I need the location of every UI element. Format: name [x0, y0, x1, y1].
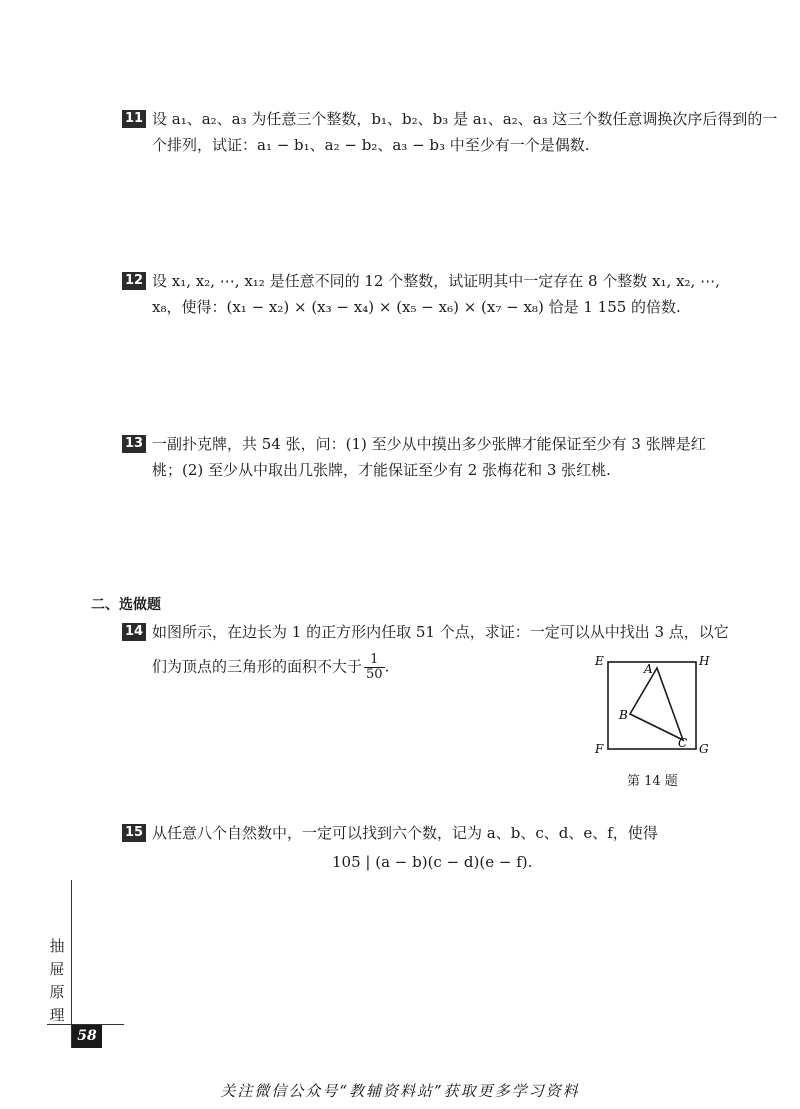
fraction-denominator: 50	[366, 667, 383, 682]
problem-text-line: 如图所示，在边长为 1 的正方形内任取 51 个点，求证：一定可以从中找出 3 点，以它	[152, 623, 729, 641]
triangle	[630, 668, 683, 740]
chapter-char: 屉	[49, 960, 65, 978]
problem-number: 13	[122, 435, 146, 453]
label-A: A	[644, 662, 653, 676]
problem-text-prefix: 们为顶点的三角形的面积不大于	[152, 657, 363, 676]
section-title: 二、选做题	[91, 597, 161, 613]
label-F: F	[595, 742, 604, 756]
problem-text-line: x₈，使得：(x₁ − x₂) × (x₃ − x₄) × (x₅ − x₆) × (x₇ − x₈) 恰是 1 155 的倍数.	[152, 298, 681, 316]
problem-text-line: 一副扑克牌，共 54 张，问：(1) 至少从中摸出多少张牌才能保证至少有 3 张牌是红	[152, 435, 706, 453]
chapter-char: 原	[49, 983, 65, 1001]
label-B: B	[619, 708, 628, 722]
label-H: H	[699, 654, 710, 668]
problem-text-line: 从任意八个自然数中，一定可以找到六个数，记为 a、b、c、d、e、f，使得	[152, 824, 658, 842]
equation: 105 | (a − b)(c − d)(e − f).	[332, 853, 533, 871]
watermark-text: 关注微信公众号“教辅资料站”获取更多学习资料	[220, 1082, 580, 1100]
problem-number: 14	[122, 623, 146, 641]
fraction-numerator: 1	[364, 653, 385, 668]
label-E: E	[595, 654, 604, 668]
fraction	[364, 653, 385, 682]
problem-text-line: 桃；(2) 至少从中取出几张牌，才能保证至少有 2 张梅花和 3 张红桃.	[152, 461, 611, 479]
problem-text-line: 设 a₁、a₂、a₃ 为任意三个整数，b₁、b₂、b₃ 是 a₁、a₂、a₃ 这三个数任意调换次序后得到的一	[152, 110, 778, 128]
margin-vertical-rule	[71, 880, 72, 1048]
problem-number: 11	[122, 110, 146, 128]
problem-number: 15	[122, 824, 146, 842]
square-triangle-figure	[592, 652, 712, 762]
problem-number: 12	[122, 272, 146, 290]
problem-text-line: 个排列，试证：a₁ − b₁、a₂ − b₂、a₃ − b₃ 中至少有一个是偶数.	[152, 136, 590, 154]
chapter-char: 理	[49, 1006, 65, 1024]
label-G: G	[699, 742, 709, 756]
problem-text-line	[152, 653, 389, 682]
chapter-char: 抽	[49, 937, 65, 955]
problem-text-line: 设 x₁, x₂, ⋯, x₁₂ 是任意不同的 12 个整数，试证明其中一定存在 8 个整数 x₁, x₂, ⋯,	[152, 272, 720, 290]
figure-caption: 第 14 题	[627, 774, 678, 789]
label-C: C	[678, 736, 688, 750]
problem-text-suffix: .	[384, 657, 390, 676]
page-number: 58	[72, 1025, 102, 1048]
